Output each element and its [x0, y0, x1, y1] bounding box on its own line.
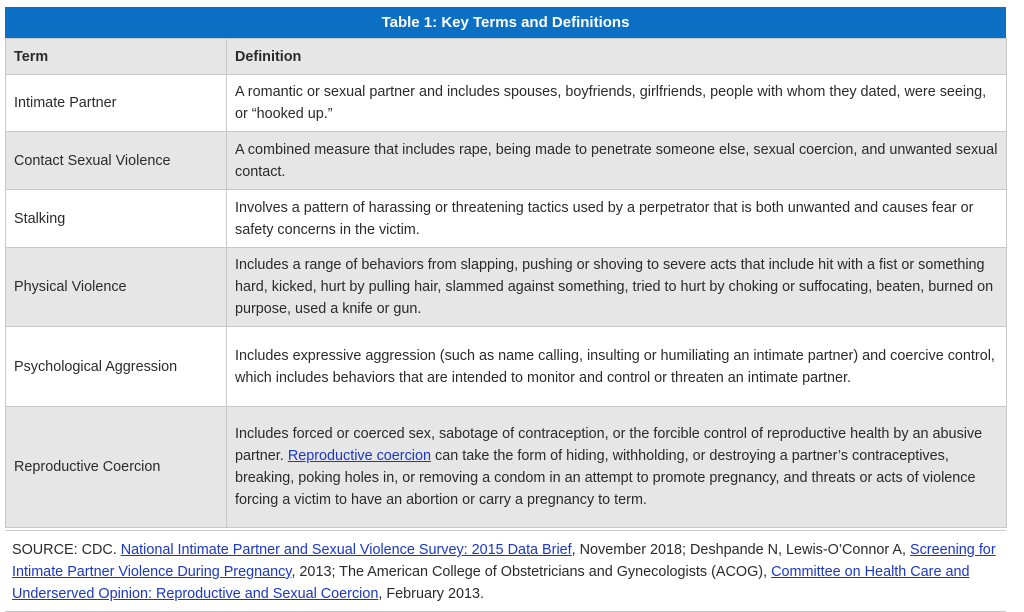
definition-cell: A romantic or sexual partner and includes spouses, boyfriends, girlfriends, people with whom they dated, were seeing, or “hooked up.”	[227, 75, 1007, 132]
table-row	[6, 248, 1007, 327]
acog-committee-opinion-link[interactable]: Committee on Health Care and Underserved Opinion: Reproductive and Sexual Coercion	[12, 564, 970, 602]
source-text: , November 2018; Deshpande N, Lewis-O’Connor A,	[571, 542, 911, 558]
key-terms-table-container	[5, 7, 1006, 612]
definition-cell: A combined measure that includes rape, being made to penetrate someone else, sexual coercion, and unwanted sexual contact.	[227, 132, 1007, 190]
table-row	[6, 327, 1007, 407]
definition-text: can take the form of hiding, withholding, or destroying a partner’s contraceptives, breaking, poking holes in, or removing a condom in an attempt to promote pregnancy, and threats or acts of violence forcing a victim to have an abortion or carry a pregnancy to term.	[235, 448, 976, 508]
term-cell: Psychological Aggression	[6, 327, 227, 407]
reproductive-coercion-link[interactable]: Reproductive coercion	[287, 448, 431, 464]
source-text: , 2013; The American College of Obstetricians and Gynecologists (ACOG),	[291, 564, 772, 580]
table-row	[6, 407, 1007, 528]
definition-cell: Includes expressive aggression (such as name calling, insulting or humiliating an intimate partner) and coercive control, which includes behaviors that are intended to monitor and control or threaten an intimate partner.	[227, 327, 1007, 407]
ipv-screening-link[interactable]: Screening for Intimate Partner Violence During Pregnancy	[12, 542, 996, 580]
source-prefix: SOURCE: CDC.	[12, 542, 121, 558]
term-cell: Physical Violence	[6, 248, 227, 327]
nisvs-data-brief-link[interactable]: National Intimate Partner and Sexual Violence Survey: 2015 Data Brief	[120, 542, 572, 558]
definition-cell	[227, 407, 1007, 528]
table-title: Table 1: Key Terms and Definitions	[5, 7, 1006, 38]
term-column-header: Term	[6, 39, 227, 75]
table-row	[6, 132, 1007, 190]
table-row	[6, 75, 1007, 132]
term-cell: Reproductive Coercion	[6, 407, 227, 528]
source-citation	[5, 530, 1006, 612]
source-text: , February 2013.	[378, 586, 484, 602]
table-row	[6, 190, 1007, 248]
term-cell: Intimate Partner	[6, 75, 227, 132]
term-cell: Contact Sexual Violence	[6, 132, 227, 190]
definition-cell: Includes a range of behaviors from slapping, pushing or shoving to severe acts that include hit with a fist or something hard, kicked, hurt by pulling hair, slammed against something, tried to hurt by choking or suffocating, beaten, burned on purpose, used a knife or gun.	[227, 248, 1007, 327]
definition-text: Includes forced or coerced sex, sabotage of contraception, or the forcible control of reproductive health by an abusive partner.	[235, 426, 983, 464]
table-header-row	[6, 39, 1007, 75]
definition-cell: Involves a pattern of harassing or threatening tactics used by a perpetrator that is both unwanted and causes fear or safety concerns in the victim.	[227, 190, 1007, 248]
definition-column-header: Definition	[227, 39, 1007, 75]
key-terms-table	[5, 38, 1007, 528]
term-cell: Stalking	[6, 190, 227, 248]
